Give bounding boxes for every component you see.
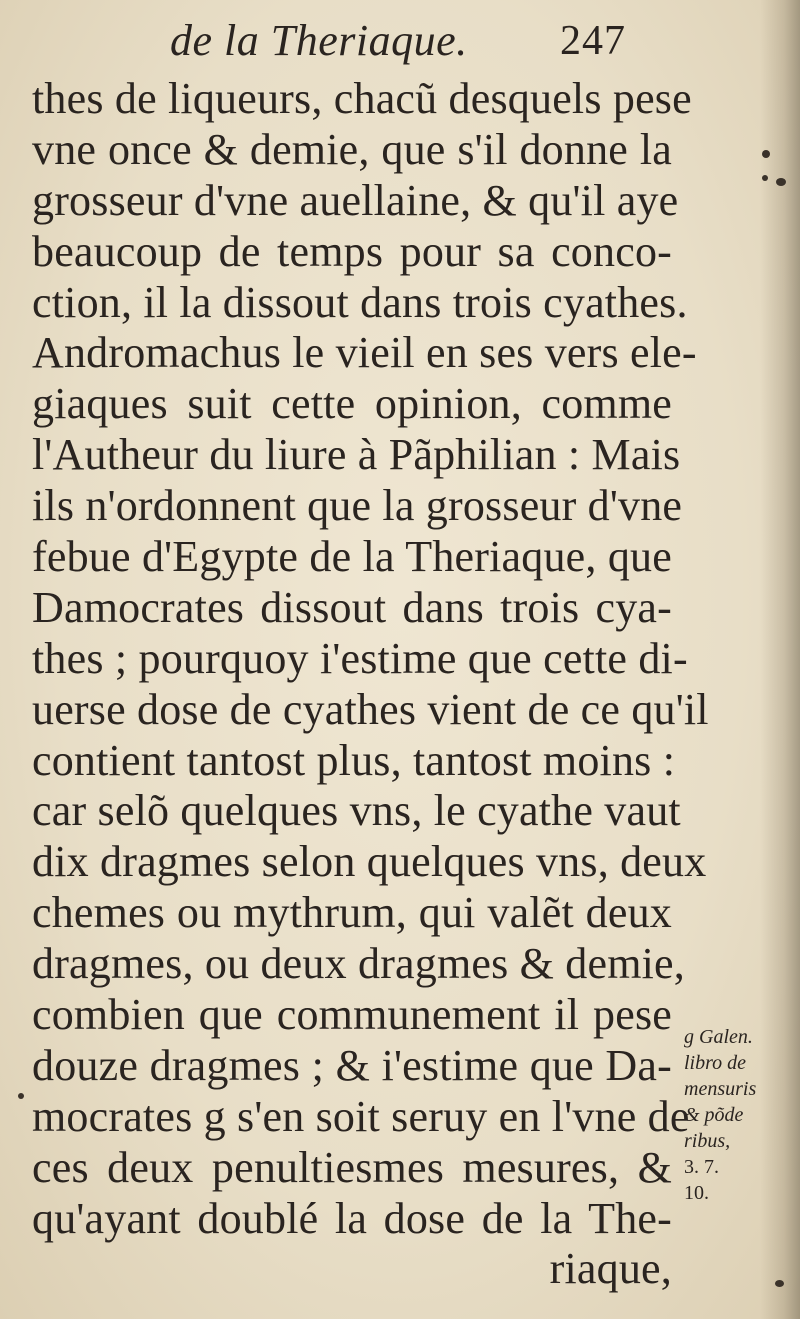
text-line: beaucoup de temps pour sa conco-	[32, 226, 672, 276]
text-line: Damocrates dissout dans trois cya-	[32, 582, 672, 632]
text-line: qu'ayant doublé la dose de la The-	[32, 1193, 672, 1243]
text-line: combien que communement il pese	[32, 990, 672, 1040]
text-line: mocrates g s'en soit seruy en l'vne de	[32, 1091, 690, 1141]
text-line: uerse dose de cyathes vient de ce qu'il	[32, 684, 709, 734]
page-number: 247	[560, 18, 626, 64]
ink-speck	[762, 175, 768, 181]
margin-note-line: libro de	[684, 1052, 747, 1074]
text-line: contient tantost plus, tantost moins :	[32, 735, 676, 785]
margin-note-line: ribus,	[684, 1130, 731, 1152]
text-line: douze dragmes ; & i'estime que Da-	[32, 1040, 672, 1090]
text-line: ces deux penultiesmes mesures, &	[32, 1142, 672, 1192]
text-line: car selõ quelques vns, le cyathe vaut	[32, 786, 681, 836]
margin-note-line: 10.	[684, 1182, 709, 1204]
ink-speck	[762, 150, 770, 158]
text-line: thes de liqueurs, chacũ desquels pese	[32, 74, 692, 123]
text-line: dragmes, ou deux dragmes & demie,	[32, 939, 685, 989]
running-title: de la Theriaque.	[170, 16, 468, 65]
text-line: dix dragmes selon quelques vns, deux	[32, 837, 707, 887]
ink-speck	[776, 178, 786, 186]
text-line: ils n'ordonnent que la grosseur d'vne	[32, 481, 683, 531]
text-line: grosseur d'vne auellaine, & qu'il aye	[32, 175, 679, 225]
page-header	[170, 14, 670, 74]
text-line: ction, il la dissout dans trois cyathes.	[32, 277, 688, 327]
margin-note-line: 3. 7.	[684, 1156, 719, 1178]
catchword: riaque,	[549, 1244, 672, 1294]
text-line: l'Autheur du liure à Pãphilian : Mais	[32, 430, 681, 480]
text-line: chemes ou mythrum, qui valẽt deux	[32, 888, 672, 938]
margin-note	[684, 1024, 784, 1206]
margin-note-line: & põde	[684, 1104, 744, 1126]
text-line: febue d'Egypte de la Theriaque, que	[32, 532, 672, 582]
text-line: vne once & demie, que s'il donne la	[32, 124, 672, 174]
ink-speck	[18, 1093, 24, 1099]
text-line: Andromachus le vieil en ses vers ele-	[32, 328, 697, 378]
margin-note-line: g Galen.	[684, 1026, 753, 1048]
text-line: thes ; pourquoy i'estime que cette di-	[32, 633, 688, 683]
ink-speck	[775, 1280, 784, 1287]
text-line: giaques suit cette opinion, comme	[32, 379, 672, 429]
margin-note-line: mensuris	[684, 1078, 757, 1100]
